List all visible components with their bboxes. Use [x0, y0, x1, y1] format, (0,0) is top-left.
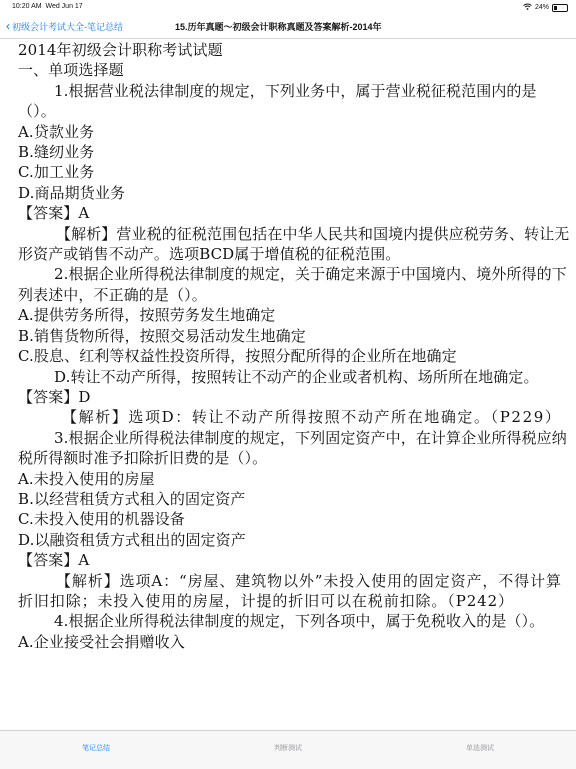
tab-single-choice-test[interactable]: 单选测试: [466, 745, 494, 752]
back-button-label: 初级会计考试大全-笔记总结: [12, 22, 123, 32]
question-2: 2.根据企业所得税法律制度的规定，关于确定来源于中国境内、境外所得的下列表述中，不正确的是（）。: [18, 265, 567, 304]
tab-bar: [0, 730, 576, 769]
option-1d: D.商品期货业务: [18, 183, 126, 202]
answer-3: 【答案】A: [18, 551, 90, 570]
status-right: [523, 3, 568, 12]
option-2c: C.股息、红利等权益性投资所得，按照分配所得的企业所在地确定: [18, 347, 457, 366]
answer-1: 【答案】A: [18, 204, 90, 223]
option-1c: C.加工业务: [18, 163, 95, 182]
answer-2: 【答案】D: [18, 387, 91, 406]
page-title: 15.历年真题～初级会计职称真题及答案解析-2014年: [175, 22, 382, 32]
article-content[interactable]: [18, 40, 572, 652]
question-1: 1.根据营业税法律制度的规定，下列业务中，属于营业税征税范围内的是（）。: [18, 81, 537, 121]
chevron-left-icon: ‹: [6, 19, 10, 33]
wifi-icon: [523, 3, 532, 12]
question-4: 4.根据企业所得税法律制度的规定，下列各项中，属于免税收入的是（）。: [54, 612, 545, 631]
option-2a: A.提供劳务所得，按照劳务发生地确定: [18, 306, 276, 325]
back-button[interactable]: [6, 20, 123, 33]
question-3: 3.根据企业所得税法律制度的规定，下列固定资产中，在计算企业所得税应纳税所得额时准予扣除折旧费的是（）。: [18, 428, 567, 468]
option-1b: B.缝纫业务: [18, 143, 95, 162]
option-3d: D.以融资租赁方式租出的固定资产: [18, 530, 246, 549]
status-bar: [0, 0, 576, 14]
section-heading: 一、单项选择题: [18, 61, 124, 80]
explanation-3: 【解析】选项A：“房屋、建筑物以外”未投入使用的固定资产，不得计算折旧扣除；未投入使用的房屋，计提的折旧可以在税前扣除。（P242）: [18, 571, 562, 610]
status-time: 10:20 AM Wed Jun 17: [12, 3, 83, 10]
exam-title: 2014年初级会计职称考试试题: [18, 41, 223, 59]
option-2b: B.销售货物所得，按照交易活动发生地确定: [18, 326, 306, 345]
explanation-2: 【解析】选项D：转让不动产所得按照不动产所在地确定。（P229）: [62, 408, 562, 427]
option-4a: A.企业接受社会捐赠收入: [18, 632, 185, 651]
option-3a: A.未投入使用的房屋: [18, 469, 155, 488]
option-3c: C.未投入使用的机器设备: [18, 510, 185, 529]
battery-icon: [552, 4, 568, 12]
option-2d: D.转让不动产所得，按照转让不动产的企业或者机构、场所所在地确定。: [54, 367, 539, 386]
explanation-1: 【解析】营业税的征税范围包括在中华人民共和国境内提供应税劳务、转让无形资产或销售不动产。选项BCD属于增值税的征税范围。: [18, 224, 570, 264]
tab-true-false-test[interactable]: 判断测试: [274, 745, 302, 752]
navigation-bar: [0, 14, 576, 39]
battery-percent: 24%: [534, 4, 549, 11]
option-3b: B.以经营租赁方式租入的固定资产: [18, 489, 246, 508]
option-1a: A.贷款业务: [18, 122, 95, 141]
tab-notes-summary[interactable]: 笔记总结: [82, 745, 110, 752]
